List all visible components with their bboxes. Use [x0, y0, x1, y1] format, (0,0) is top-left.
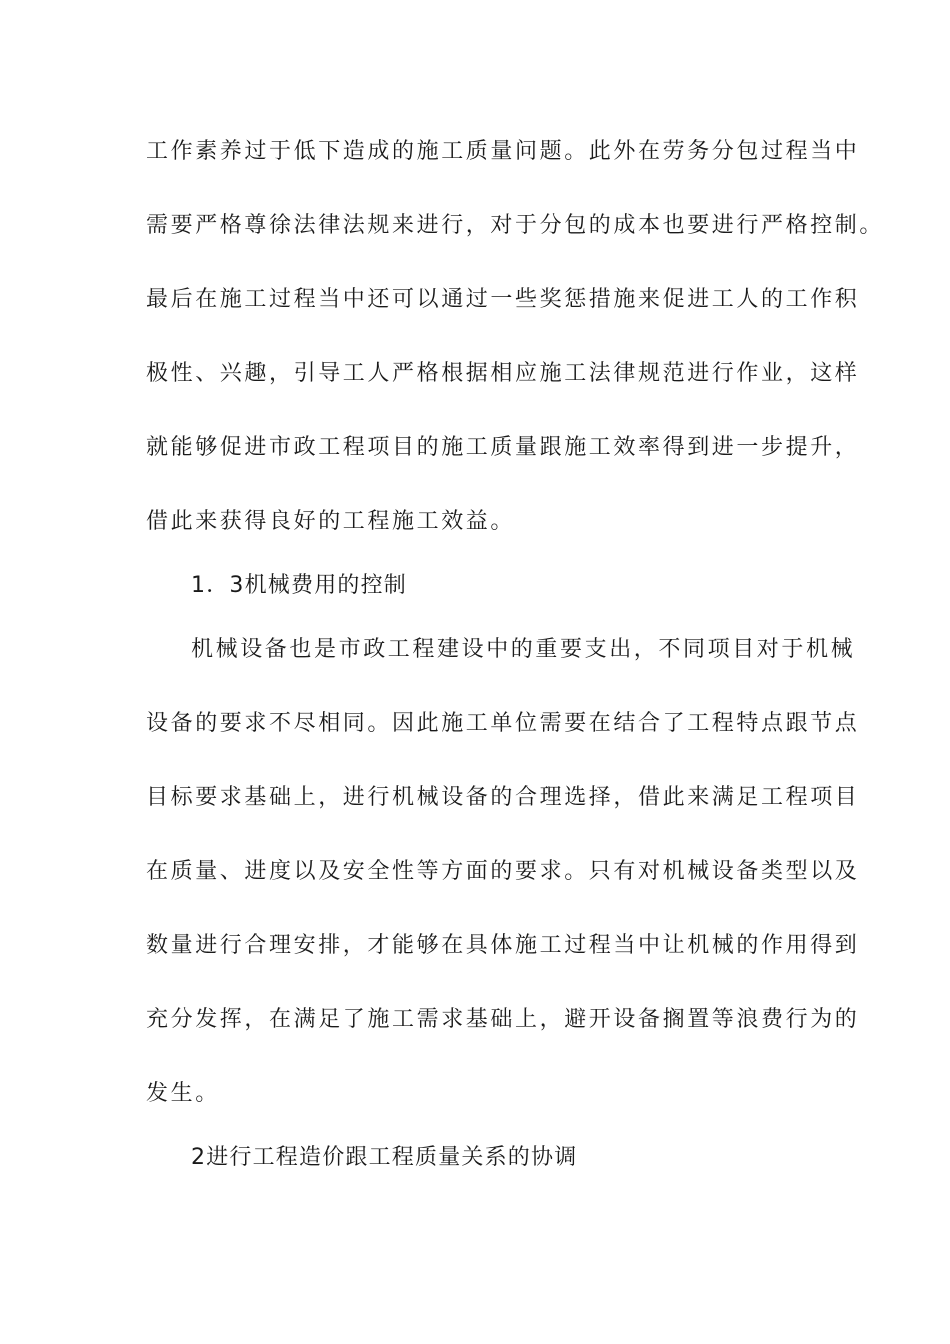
paragraph-line: 工作素养过于低下造成的施工质量问题。此外在劳务分包过程当中	[146, 139, 860, 164]
paragraph-line: 在质量、进度以及安全性等方面的要求。只有对机械设备类型以及	[146, 859, 860, 884]
paragraph-line: 充分发挥，在满足了施工需求基础上，避开设备搁置等浪费行为的	[146, 1007, 860, 1032]
paragraph-line: 数量进行合理安排，才能够在具体施工过程当中让机械的作用得到	[146, 933, 860, 958]
paragraph-line: 就能够促进市政工程项目的施工质量跟施工效率得到进一步提升，	[146, 435, 860, 460]
paragraph-line: 目标要求基础上，进行机械设备的合理选择，借此来满足工程项目	[146, 785, 860, 810]
paragraph-line: 极性、兴趣，引导工人严格根据相应施工法律规范进行作业，这样	[146, 361, 860, 386]
section-heading: 1．3机械费用的控制	[191, 573, 407, 598]
paragraph-line: 发生。	[146, 1081, 220, 1106]
paragraph-line: 借此来获得良好的工程施工效益。	[146, 509, 516, 534]
paragraph-line: 设备的要求不尽相同。因此施工单位需要在结合了工程特点跟节点	[146, 711, 860, 736]
paragraph-line: 最后在施工过程当中还可以通过一些奖惩措施来促进工人的工作积	[146, 287, 860, 312]
section-heading: 2进行工程造价跟工程质量关系的协调	[191, 1145, 578, 1170]
paragraph-line: 机械设备也是市政工程建设中的重要支出，不同项目对于机械	[191, 637, 856, 662]
paragraph-line: 需要严格尊徐法律法规来进行，对于分包的成本也要进行严格控制。	[146, 213, 885, 238]
